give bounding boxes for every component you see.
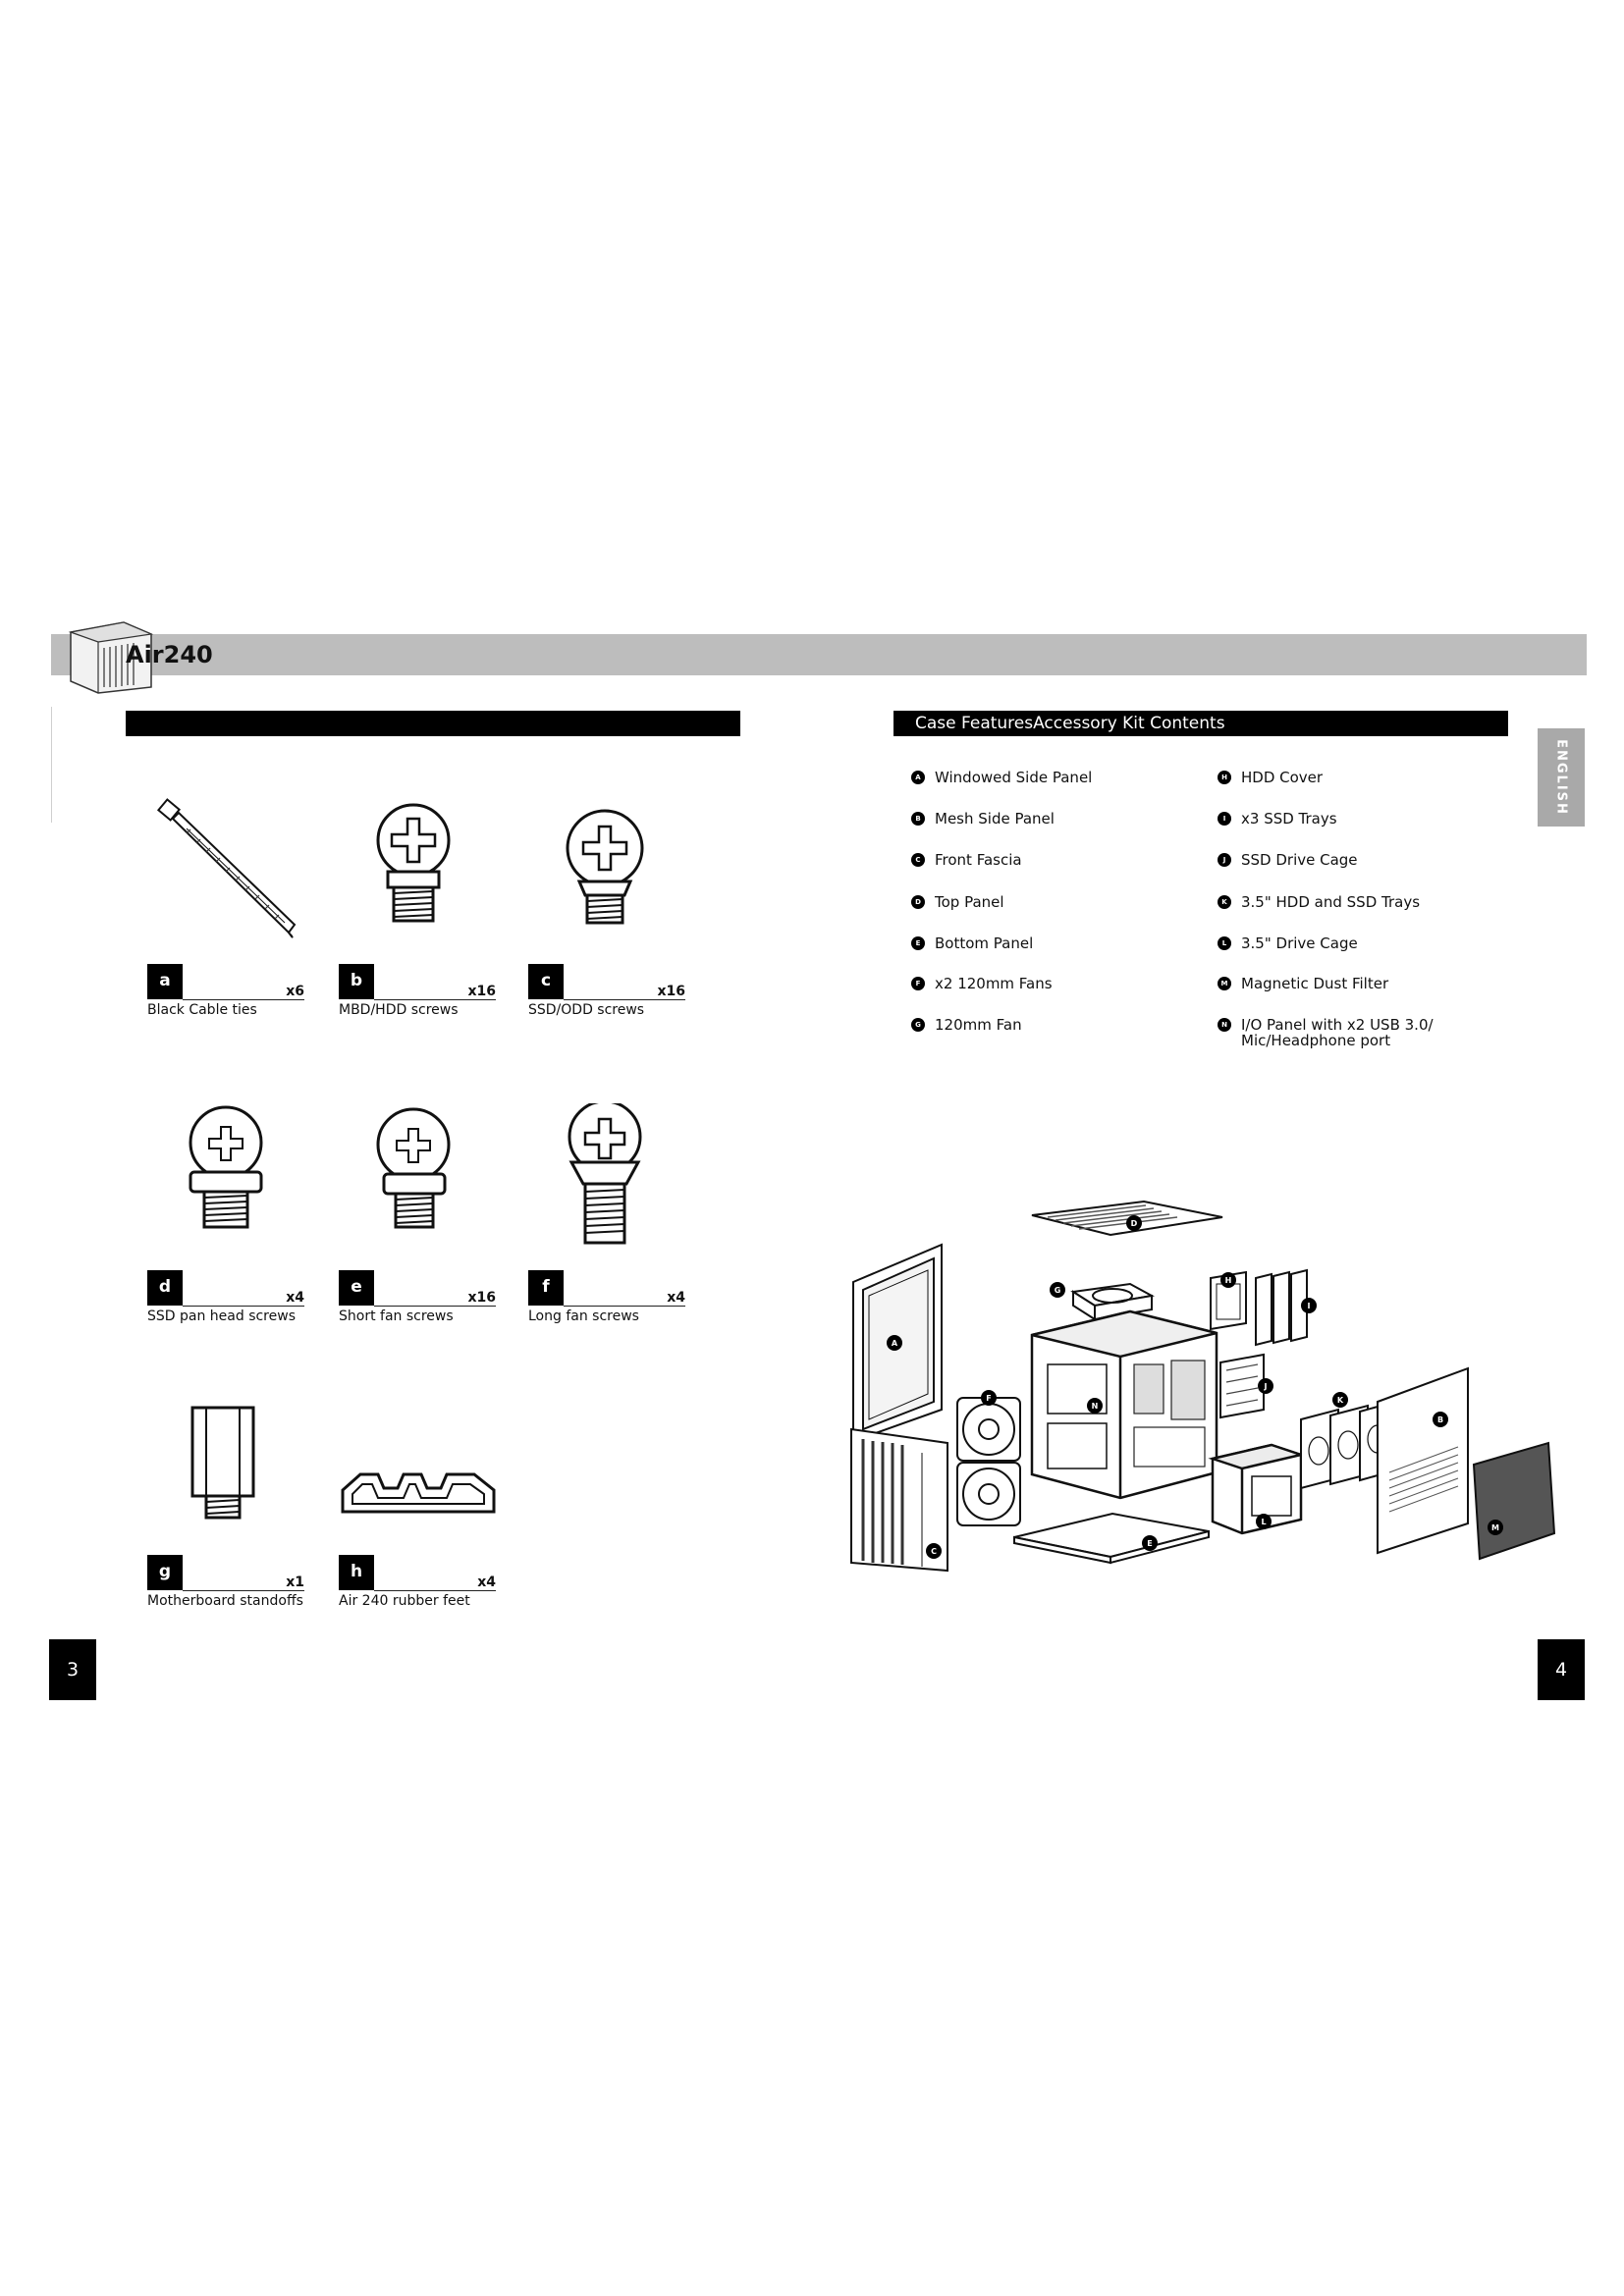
- kit-item-label: MBD/HDD screws: [339, 1002, 459, 1018]
- feature-letter-badge: J: [1218, 853, 1231, 867]
- svg-text:K: K: [1336, 1396, 1344, 1405]
- bottom-panel: [1014, 1514, 1209, 1563]
- mesh-side-panel: [1378, 1368, 1468, 1553]
- kit-item-rule: [183, 1590, 304, 1591]
- left-section-bar: [126, 711, 740, 736]
- section-title: Case FeaturesAccessory Kit Contents: [915, 714, 1225, 733]
- kit-item-c: [528, 797, 685, 1033]
- svg-text:H: H: [1224, 1276, 1232, 1285]
- svg-text:G: G: [1054, 1286, 1061, 1295]
- feature-letter-badge: L: [1218, 936, 1231, 950]
- feature-label: Windowed Side Panel: [935, 769, 1093, 786]
- kit-item-e: [339, 1103, 496, 1339]
- kit-item-label: Motherboard standoffs: [147, 1593, 303, 1609]
- kit-item-label: Air 240 rubber feet: [339, 1593, 470, 1609]
- kit-item-rule: [374, 999, 496, 1000]
- product-title: Air240: [126, 641, 213, 668]
- kit-item-letter: h: [339, 1555, 374, 1590]
- feature-label: x3 SSD Trays: [1241, 810, 1337, 828]
- kit-item-quantity: x4: [477, 1575, 496, 1590]
- svg-text:I: I: [1307, 1302, 1311, 1310]
- ssd-drive-cage: [1220, 1355, 1264, 1417]
- callout-g: [1050, 1282, 1065, 1298]
- callout-c: [926, 1543, 942, 1559]
- feature-label: HDD Cover: [1241, 769, 1324, 786]
- svg-text:D: D: [1130, 1219, 1138, 1228]
- feature-letter-badge: E: [911, 936, 925, 950]
- kit-item-rule: [374, 1590, 496, 1591]
- screw-icon: [528, 797, 685, 964]
- kit-item-letter: f: [528, 1270, 564, 1306]
- ssd-trays: [1256, 1270, 1307, 1345]
- feature-letter-badge: M: [1218, 977, 1231, 990]
- callout-k: [1332, 1392, 1348, 1408]
- margin-rule: [51, 707, 52, 823]
- kit-item-letter: a: [147, 964, 183, 999]
- callout-a: [887, 1335, 902, 1351]
- page-number-left: 3: [49, 1639, 96, 1700]
- feature-label: 3.5" Drive Cage: [1241, 934, 1358, 952]
- cable-tie-icon: [147, 797, 304, 964]
- callout-m: [1488, 1520, 1503, 1535]
- feature-letter-badge: G: [911, 1018, 925, 1032]
- page-number-right: 4: [1538, 1639, 1585, 1700]
- svg-text:M: M: [1491, 1523, 1499, 1532]
- screw-icon: [147, 1103, 304, 1270]
- countersunk-screw-icon: [528, 1103, 685, 1270]
- kit-item-quantity: x6: [286, 984, 304, 999]
- language-tab-label: ENGLISH: [1553, 739, 1569, 816]
- kit-item-rule: [374, 1306, 496, 1307]
- feature-letter-badge: B: [911, 812, 925, 826]
- feature-label: Mesh Side Panel: [935, 810, 1055, 828]
- kit-item-label: Black Cable ties: [147, 1002, 257, 1018]
- svg-text:B: B: [1436, 1415, 1444, 1424]
- screw-icon: [339, 1103, 496, 1270]
- feature-letter-badge: N: [1218, 1018, 1231, 1032]
- magnetic-dust-filter: [1474, 1443, 1554, 1559]
- kit-item-quantity: x1: [286, 1575, 304, 1590]
- svg-text:C: C: [931, 1547, 937, 1556]
- rubber-foot-icon: [339, 1388, 496, 1555]
- feature-letter-badge: F: [911, 977, 925, 990]
- standoff-icon: [147, 1388, 304, 1555]
- feature-letter-badge: H: [1218, 771, 1231, 784]
- kit-item-letter: c: [528, 964, 564, 999]
- kit-item-letter: e: [339, 1270, 374, 1306]
- svg-text:F: F: [986, 1394, 992, 1403]
- kit-item-quantity: x4: [286, 1290, 304, 1306]
- feature-label: Front Fascia: [935, 851, 1022, 869]
- kit-item-quantity: x16: [467, 984, 496, 999]
- kit-item-quantity: x16: [467, 1290, 496, 1306]
- callout-i: [1301, 1298, 1317, 1313]
- callout-h: [1220, 1272, 1236, 1288]
- svg-text:N: N: [1091, 1402, 1099, 1411]
- feature-label: Top Panel: [935, 893, 1004, 911]
- kit-item-letter: b: [339, 964, 374, 999]
- feature-letter-badge: C: [911, 853, 925, 867]
- kit-item-b: [339, 797, 496, 1033]
- exploded-case-diagram: [839, 1188, 1566, 1600]
- kit-item-letter: g: [147, 1555, 183, 1590]
- feature-label: Bottom Panel: [935, 934, 1034, 952]
- feature-label: 3.5" HDD and SSD Trays: [1241, 893, 1421, 911]
- callout-j: [1258, 1378, 1273, 1394]
- feature-label: I/O Panel with x2 USB 3.0/ Mic/Headphone port: [1241, 1016, 1434, 1049]
- svg-text:A: A: [891, 1339, 898, 1348]
- kit-item-label: SSD/ODD screws: [528, 1002, 645, 1018]
- feature-label: x2 120mm Fans: [935, 975, 1053, 992]
- kit-item-h: [339, 1388, 496, 1624]
- feature-label: Magnetic Dust Filter: [1241, 975, 1389, 992]
- callout-b: [1433, 1412, 1448, 1427]
- feature-letter-badge: I: [1218, 812, 1231, 826]
- svg-text:L: L: [1261, 1518, 1267, 1526]
- kit-item-label: SSD pan head screws: [147, 1308, 296, 1324]
- kit-item-letter: d: [147, 1270, 183, 1306]
- callout-e: [1142, 1535, 1158, 1551]
- feature-letter-badge: K: [1218, 895, 1231, 909]
- kit-item-g: [147, 1388, 304, 1624]
- feature-letter-badge: A: [911, 771, 925, 784]
- feature-letter-badge: D: [911, 895, 925, 909]
- kit-item-rule: [564, 1306, 685, 1307]
- kit-item-a: [147, 797, 304, 1033]
- feature-label: SSD Drive Cage: [1241, 851, 1358, 869]
- top-panel: [1032, 1201, 1222, 1235]
- screw-icon: [339, 797, 496, 964]
- kit-item-rule: [183, 999, 304, 1000]
- kit-item-rule: [183, 1306, 304, 1307]
- kit-item-rule: [564, 999, 685, 1000]
- chassis: [1032, 1311, 1217, 1498]
- callout-n: [1087, 1398, 1103, 1414]
- callout-d: [1126, 1215, 1142, 1231]
- kit-item-label: Long fan screws: [528, 1308, 639, 1324]
- header-band: [51, 634, 1587, 675]
- kit-item-label: Short fan screws: [339, 1308, 454, 1324]
- front-fans: [957, 1398, 1020, 1525]
- language-tab: [1538, 728, 1585, 827]
- svg-text:E: E: [1147, 1539, 1153, 1548]
- callout-l: [1256, 1514, 1272, 1529]
- feature-label: 120mm Fan: [935, 1016, 1022, 1034]
- kit-item-d: [147, 1103, 304, 1339]
- kit-item-quantity: x16: [657, 984, 685, 999]
- section-title-bar: [893, 711, 1508, 736]
- kit-item-f: [528, 1103, 685, 1339]
- kit-item-quantity: x4: [667, 1290, 685, 1306]
- svg-text:J: J: [1264, 1382, 1268, 1391]
- callout-f: [981, 1390, 997, 1406]
